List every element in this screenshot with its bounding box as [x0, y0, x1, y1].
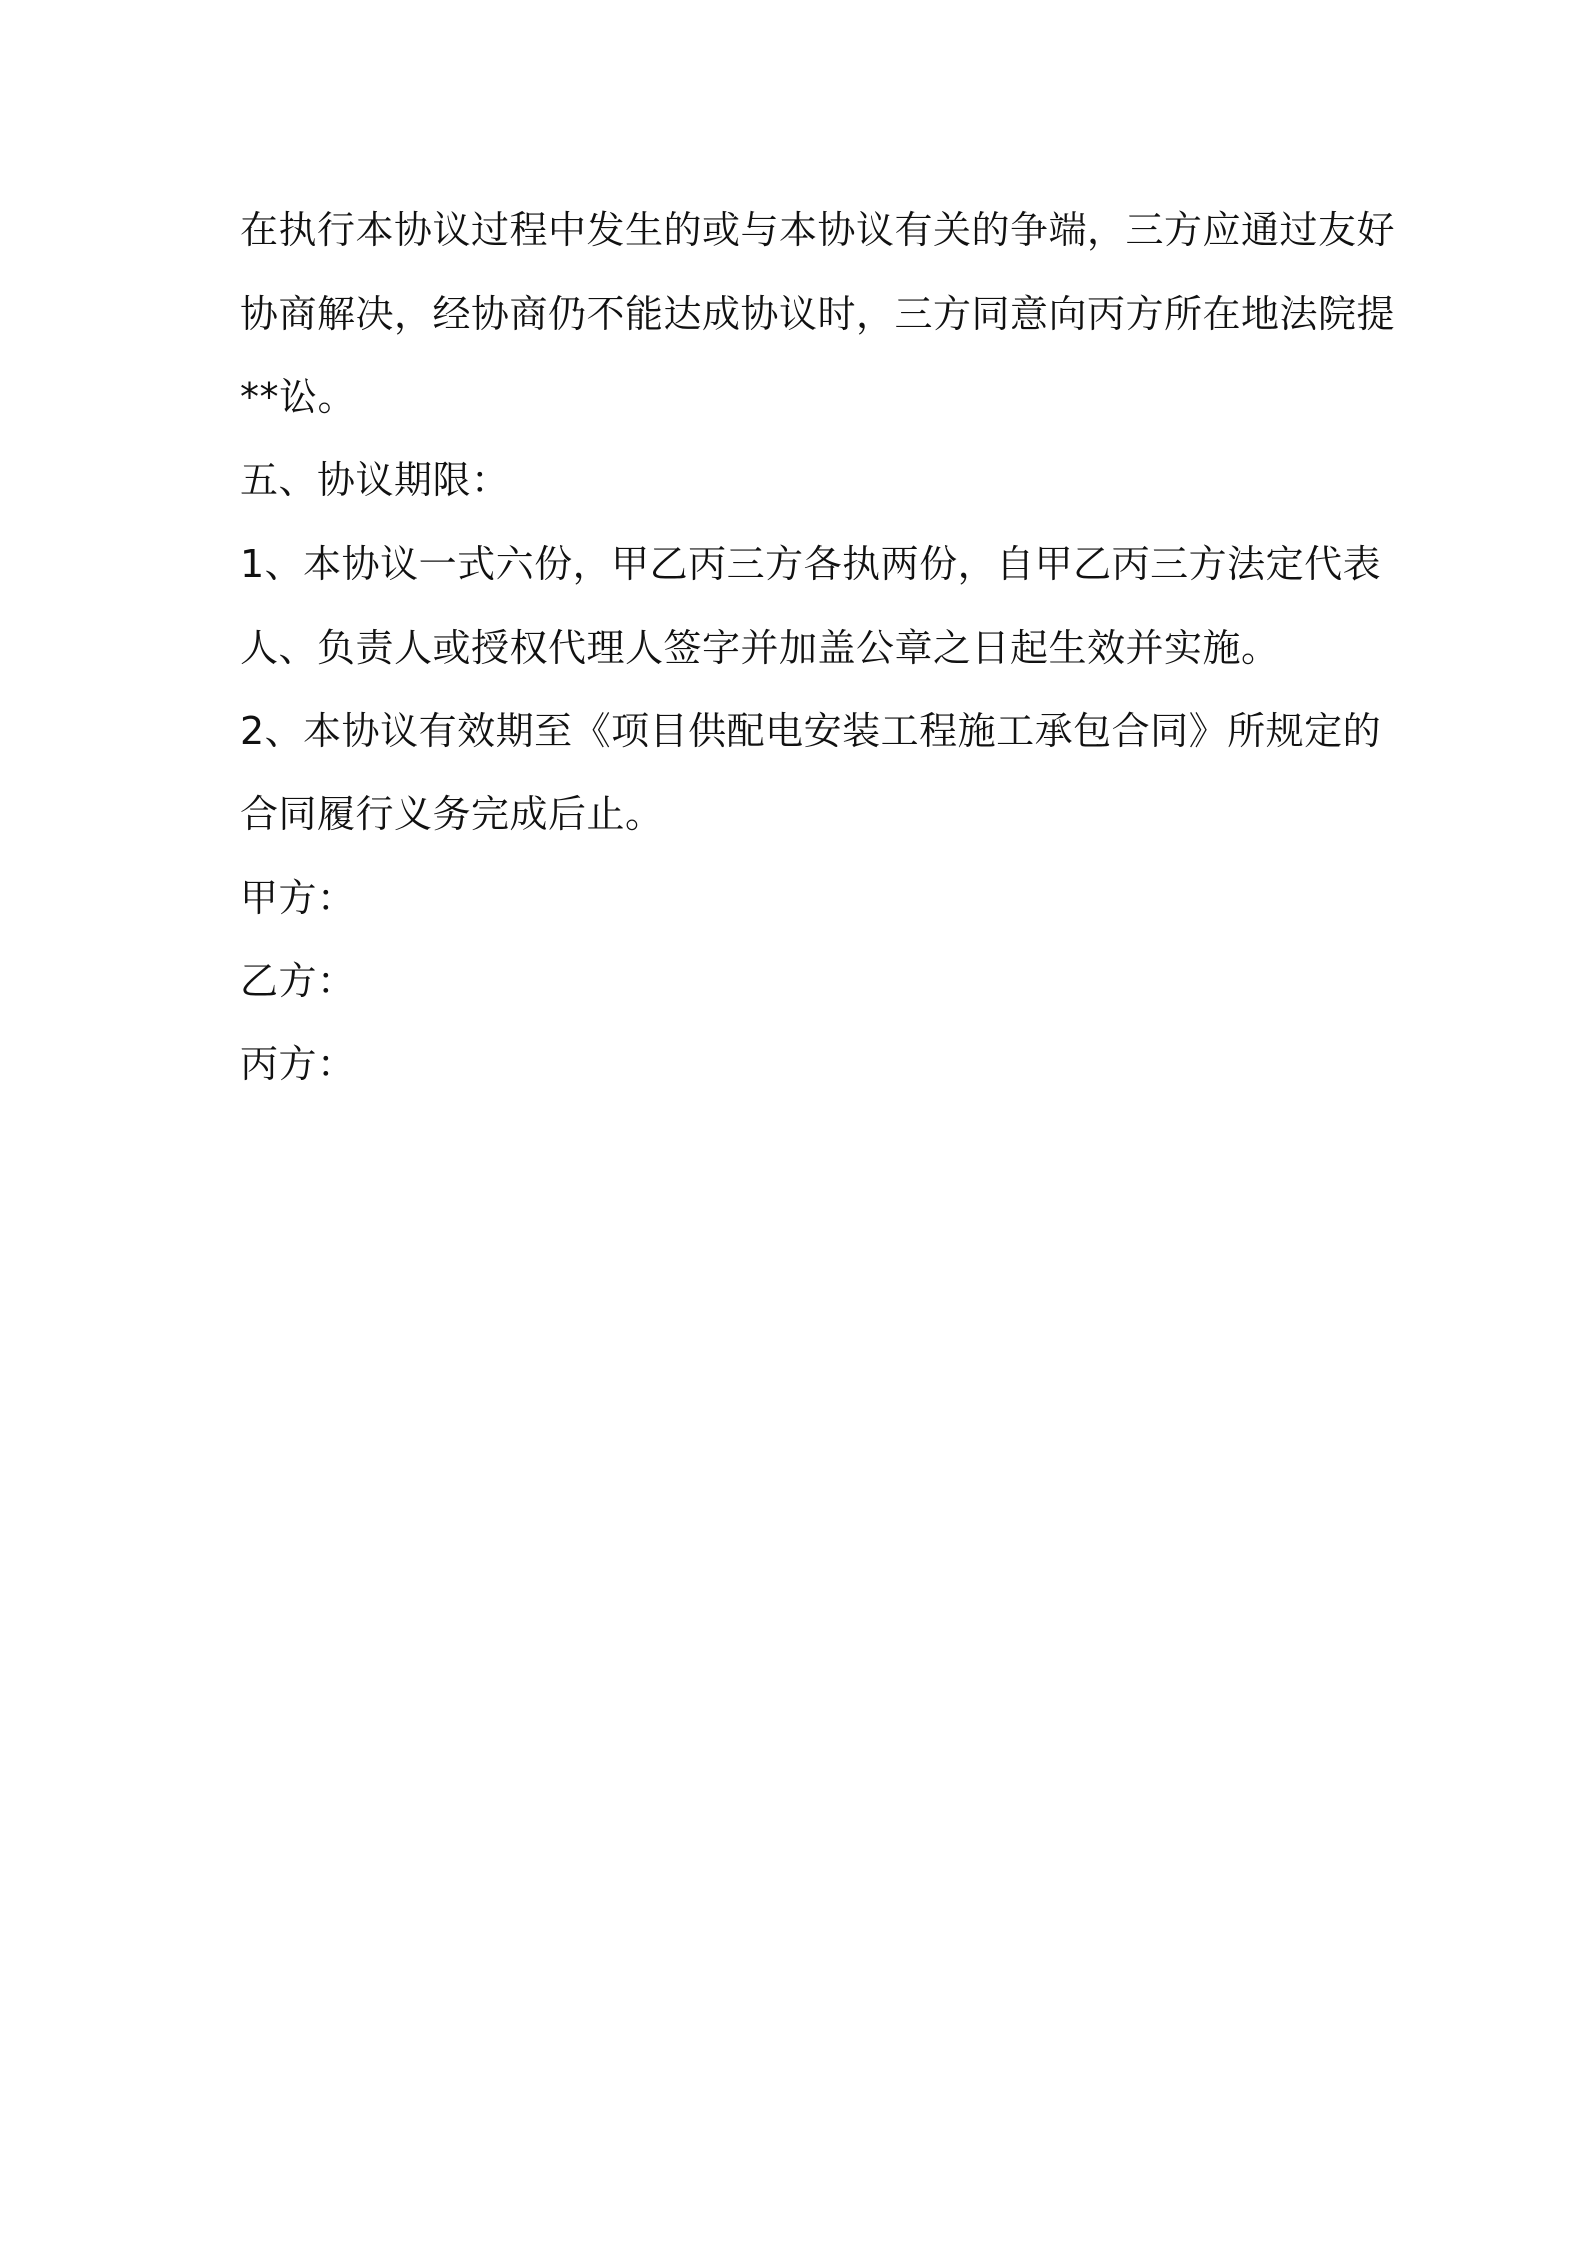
- section-heading-term: 五、协议期限：: [240, 458, 510, 502]
- party-c-signature-label: 丙方：: [240, 1042, 356, 1086]
- paragraph-dispute-line-3: **讼。: [240, 375, 357, 419]
- clause-1-line-1: 1、本协议一式六份，甲乙丙三方各执两份，自甲乙丙三方法定代表: [240, 542, 1382, 586]
- clause-2-line-2: 合同履行义务完成后止。: [240, 792, 664, 836]
- paragraph-dispute-line-1: 在执行本协议过程中发生的或与本协议有关的争端，三方应通过友好: [240, 208, 1396, 252]
- clause-2-line-1: 2、本协议有效期至《项目供配电安装工程施工承包合同》所规定的: [240, 709, 1382, 753]
- clause-1-line-2: 人、负责人或授权代理人签字并加盖公章之日起生效并实施。: [240, 626, 1280, 670]
- party-b-signature-label: 乙方：: [240, 959, 356, 1003]
- party-a-signature-label: 甲方：: [240, 876, 356, 920]
- paragraph-dispute-line-2: 协商解决，经协商仍不能达成协议时，三方同意向丙方所在地法院提: [240, 292, 1396, 336]
